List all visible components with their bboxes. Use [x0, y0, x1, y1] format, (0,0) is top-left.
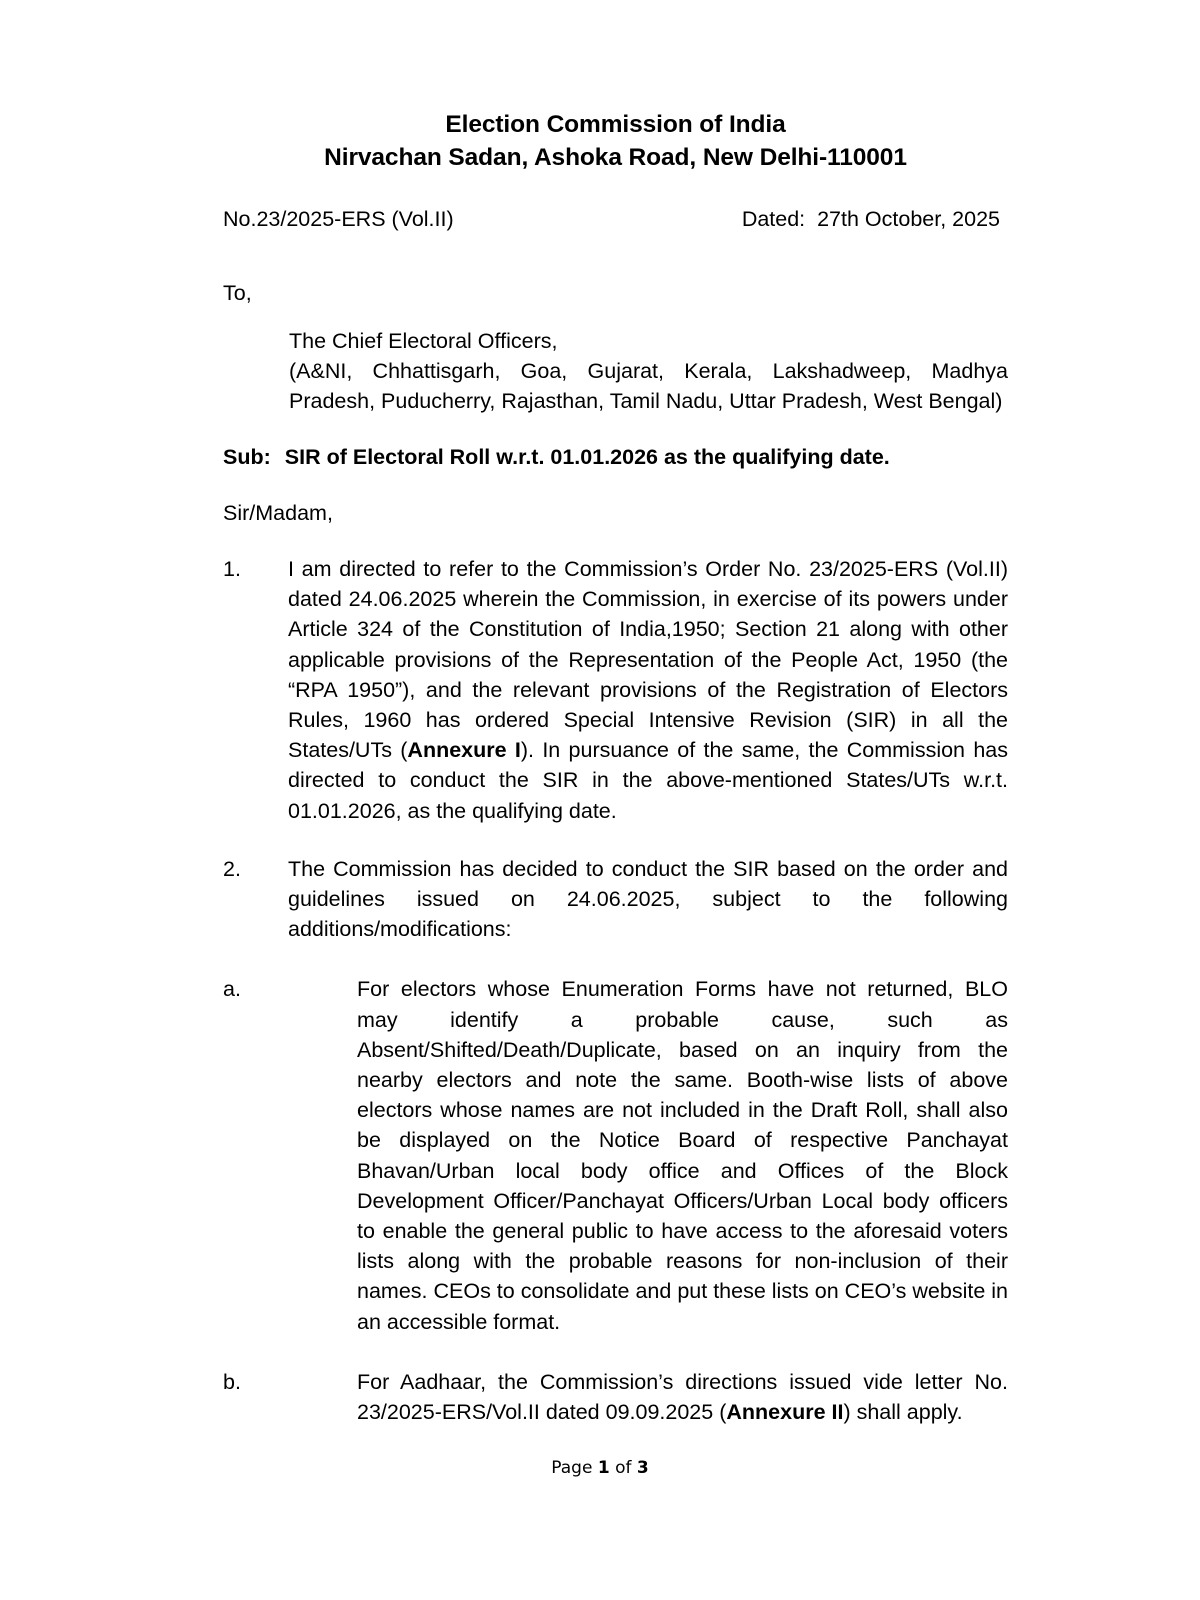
addressee-block [289, 326, 1008, 416]
reference-date: Dated: 27th October, 2025 [741, 207, 1000, 231]
salutation: Sir/Madam, [223, 501, 333, 525]
document-content [223, 108, 1008, 1427]
list-item-text-part-1: I am directed to refer to the Commission’s Order No. 23/2025-ERS (Vol.II) dated 24.06.2025 wherein the Commission, in exercise of its powers under Article 324 of the Constitution of India,1950; Section 21 along with other applicable provisions of the Representation of the People Act, 1950 (the “RPA 1950”), and the relevant provisions of the Registration of Electors Rules, 1960 has ordered Special Intensive Revision (SIR) in all the States/UTs ( [288, 557, 1008, 763]
annexure-i-reference: Annexure I [407, 738, 521, 763]
list-item-2 [223, 854, 1008, 945]
sublist-marker: b. [223, 1369, 241, 1394]
page-footer [0, 1456, 1200, 1480]
reference-row [223, 204, 1008, 234]
footer-page-prefix: Page [551, 1458, 598, 1478]
list-item-body [288, 554, 1008, 826]
subject-label: Sub: [223, 445, 271, 469]
numbered-list [223, 554, 1008, 1427]
sublist-item-text-part-1: For Aadhaar, the Commission’s directions issued vide letter No. 23/2025-ERS/Vol.II dated 09.09.2025 ( [357, 1369, 1008, 1425]
annexure-ii-reference: Annexure II [726, 1400, 844, 1425]
sublist-item-body [357, 1367, 1008, 1427]
letterhead-organisation: Election Commission of India [445, 111, 786, 138]
lettered-sublist [223, 974, 1008, 1427]
list-item-text-part-1: The Commission has decided to conduct the SIR based on the order and guidelines issued on 24.06.2025, subject to the following additions/modifications: [288, 856, 1008, 942]
list-item-body [288, 854, 1008, 945]
list-item-text-part-2: ). In pursuance of the same, the Commission has directed to conduct the SIR in the above-mentioned States/UTs w.r.t. 01.01.2026, as the qualifying date. [288, 738, 1008, 823]
list-marker: 1. [223, 557, 241, 581]
subject-line [223, 442, 1008, 472]
subject-text: SIR of Electoral Roll w.r.t. 01.01.2026 as the qualifying date. [284, 445, 890, 469]
sublist-item-a [223, 974, 1008, 1336]
sublist-marker: a. [223, 977, 241, 1002]
footer-page-middle: of [609, 1458, 637, 1478]
list-marker: 2. [223, 856, 241, 881]
footer-current-page: 1 [597, 1458, 610, 1478]
list-item-1 [223, 554, 1008, 826]
sublist-item-body [357, 974, 1008, 1336]
footer-total-pages: 3 [636, 1458, 649, 1478]
sublist-item-text-part-1: For electors whose Enumeration Forms have not returned, BLO may identify a probable cause, such as Absent/Shifted/Death/Duplicate, based on an inquiry from the nearby electors and note the same. Booth-wise lists of above electors whose names are not included in the Draft Roll, shall also be displayed on the Notice Board of respective Panchayat Bhavan/Urban local body office and Offices of the Block Development Officer/Panchayat Officers/Urban Local body officers to enable the general public to have access to the aforesaid voters lists along with the probable reasons for non-inclusion of their names. CEOs to consolidate and put these lists on CEO’s website in an accessible format. [357, 977, 1008, 1334]
sublist-item-b [223, 1367, 1008, 1427]
letterhead [223, 108, 1008, 174]
to-label: To, [223, 281, 252, 305]
addressee-states: (A&NI, Chhattisgarh, Goa, Gujarat, Kerala, Lakshadweep, Madhya Pradesh, Puducherry, Rajasthan, Tamil Nadu, Uttar Pradesh, West Bengal) [289, 359, 1008, 413]
sublist-item-text-part-2: ) shall apply. [843, 1400, 963, 1425]
letterhead-address: Nirvachan Sadan, Ashoka Road, New Delhi-110001 [324, 144, 907, 171]
addressee-designation: The Chief Electoral Officers, [289, 329, 558, 353]
reference-number: No.23/2025-ERS (Vol.II) [223, 207, 454, 231]
